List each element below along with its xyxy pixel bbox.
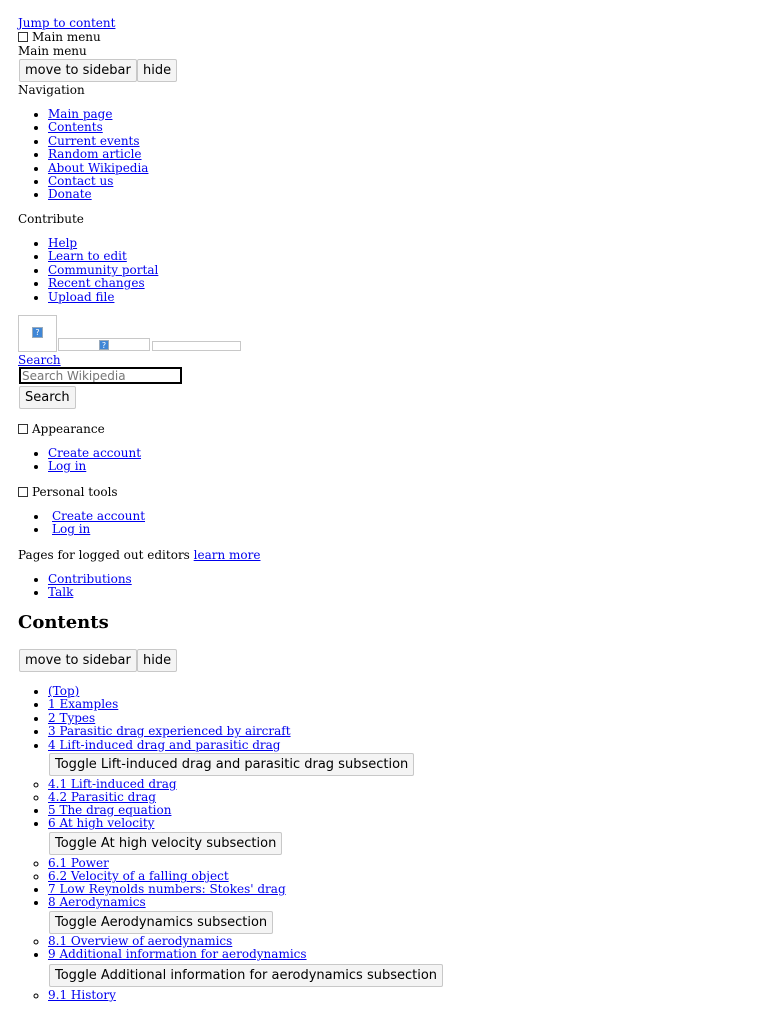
toc-sub-list-9 [48,989,116,1002]
main-menu-hide-button[interactable]: hide [137,59,177,82]
logged-out-editors-line [18,548,261,562]
toc-link[interactable]: 2 Types [48,710,96,725]
toc-link[interactable]: 4.1 Lift-induced drag [48,777,177,791]
main-menu-toggle[interactable] [18,30,101,44]
toc-toggle-6-button[interactable]: Toggle At high velocity subsection [49,832,282,855]
nav-item-random-article [48,148,148,161]
personal-tools-list [18,510,145,537]
toc-item-5 [48,804,171,817]
nav-link[interactable]: Contents [48,120,103,135]
navigation-heading: Navigation [18,83,85,97]
contribute-list [18,237,158,304]
nav-item-current-events [48,135,148,148]
talk-link[interactable]: Talk [48,585,74,600]
toc-item-4 [48,739,291,752]
toc-item-1 [48,698,291,711]
search-button[interactable]: Search [19,386,76,409]
toc-sub-list-6 [48,857,229,884]
wikipedia-tagline-image[interactable] [152,341,241,351]
toc-link[interactable]: 5 The drag equation [48,803,172,817]
toc-link[interactable]: 9 Additional information for aerodynamics [48,947,307,961]
toc-toggle-8-button[interactable]: Toggle Aerodynamics subsection [49,911,273,934]
nav-item-about [48,162,148,175]
toc-link[interactable]: 6.1 Power [48,856,109,870]
logged-out-editors-text: Pages for logged out editors [18,548,190,562]
nav-link[interactable]: About Wikipedia [48,160,149,175]
toc-link[interactable]: 8.1 Overview of aerodynamics [48,934,233,948]
personal-log-in-link[interactable]: Log in [52,522,91,537]
create-account-link[interactable]: Create account [48,446,142,460]
personal-create-account-link[interactable]: Create account [52,509,146,523]
contribute-item-recent [48,277,158,290]
nav-link[interactable]: Current events [48,133,140,148]
main-menu-heading: Main menu [18,44,87,58]
main-menu-move-to-sidebar-button[interactable]: move to sidebar [19,59,137,82]
appearance-checkbox[interactable] [18,424,28,434]
contribute-link[interactable]: Help [48,236,78,250]
personal-tools-label: Personal tools [32,485,118,499]
toc-link[interactable]: 6.2 Velocity of a falling object [48,869,229,884]
navigation-list [18,108,148,202]
nav-link[interactable]: Donate [48,187,92,202]
contribute-link[interactable]: Upload file [48,289,115,304]
toc-link[interactable]: 6 At high velocity [48,816,155,831]
nav-link[interactable]: Random article [48,147,142,162]
toc-link[interactable]: 7 Low Reynolds numbers: Stokes' drag [48,882,286,896]
search-link[interactable]: Search [18,353,61,367]
account-item-login [48,460,141,473]
contribute-item-upload [48,291,158,304]
toc-link[interactable]: 8 Aerodynamics [48,895,146,910]
toc-link[interactable]: 4 Lift-induced drag and parasitic drag [48,737,281,752]
toc-link[interactable]: 9.1 History [48,988,116,1002]
contribute-link[interactable]: Recent changes [48,276,145,291]
main-menu-checkbox-label: Main menu [32,30,101,44]
appearance-toggle[interactable] [18,422,105,436]
contribute-heading: Contribute [18,212,84,226]
jump-to-content-link[interactable]: Jump to content [18,16,116,30]
contribute-item-help [48,237,158,250]
personal-tools-checkbox[interactable] [18,487,28,497]
toc-list-mid [18,804,171,831]
broken-image-icon: ? [99,340,109,350]
logged-out-item-talk [48,586,132,599]
toc-sub-list-4 [48,778,177,805]
nav-item-contents [48,121,148,134]
logged-out-list [18,573,132,600]
toc-link[interactable]: (Top) [48,684,80,698]
account-item-create [48,447,141,460]
contents-title: Contents [18,612,109,633]
toc-item-2 [48,712,291,725]
personal-tools-item-create [48,510,145,523]
broken-image-icon: ? [32,327,43,338]
contribute-link[interactable]: Learn to edit [48,249,127,264]
toc-list-sub-9-wrap [18,989,116,1002]
personal-tools-toggle[interactable] [18,485,118,499]
appearance-label: Appearance [32,422,105,436]
toc-link[interactable]: 4.2 Parasitic drag [48,790,156,805]
nav-link[interactable]: Main page [48,107,113,121]
contents-move-to-sidebar-button[interactable]: move to sidebar [19,649,137,672]
toc-item-6-1 [48,857,229,870]
toc-item-8 [48,896,286,909]
contributions-link[interactable]: Contributions [48,572,132,586]
contribute-item-community [48,264,158,277]
toc-item-6 [48,817,171,830]
contribute-item-learn [48,250,158,263]
toc-toggle-4-button[interactable]: Toggle Lift-induced drag and parasitic drag subsection [49,753,414,776]
toc-link[interactable]: 3 Parasitic drag experienced by aircraft [48,724,291,739]
wikipedia-logo-image[interactable] [18,315,57,352]
toc-item-9 [48,948,307,961]
nav-item-main-page [48,108,148,121]
wikipedia-wordmark-image[interactable] [58,338,150,351]
toc-list-top [18,685,291,752]
search-input[interactable] [19,367,182,384]
toc-item-9-1 [48,989,116,1002]
contribute-link[interactable]: Community portal [48,262,159,277]
toc-list-sub-4-wrap [18,778,177,805]
account-list [18,447,141,474]
contents-hide-button[interactable]: hide [137,649,177,672]
personal-tools-item-login [48,523,145,536]
toc-list-sub-6-wrap [18,857,229,884]
learn-more-link[interactable]: learn more [193,548,261,562]
toc-toggle-9-button[interactable]: Toggle Additional information for aerodynamics subsection [49,964,443,987]
toc-item-top [48,685,291,698]
log-in-link[interactable]: Log in [48,459,87,474]
toc-item-3 [48,725,291,738]
toc-item-7 [48,883,286,896]
nav-item-contact [48,175,148,188]
toc-link[interactable]: 1 Examples [48,697,119,712]
main-menu-checkbox[interactable] [18,32,28,42]
logged-out-item-contributions [48,573,132,586]
toc-item-4-1 [48,778,177,791]
toc-list-last [18,948,307,961]
nav-item-donate [48,188,148,201]
toc-list-lower [18,883,286,910]
nav-link[interactable]: Contact us [48,173,114,188]
